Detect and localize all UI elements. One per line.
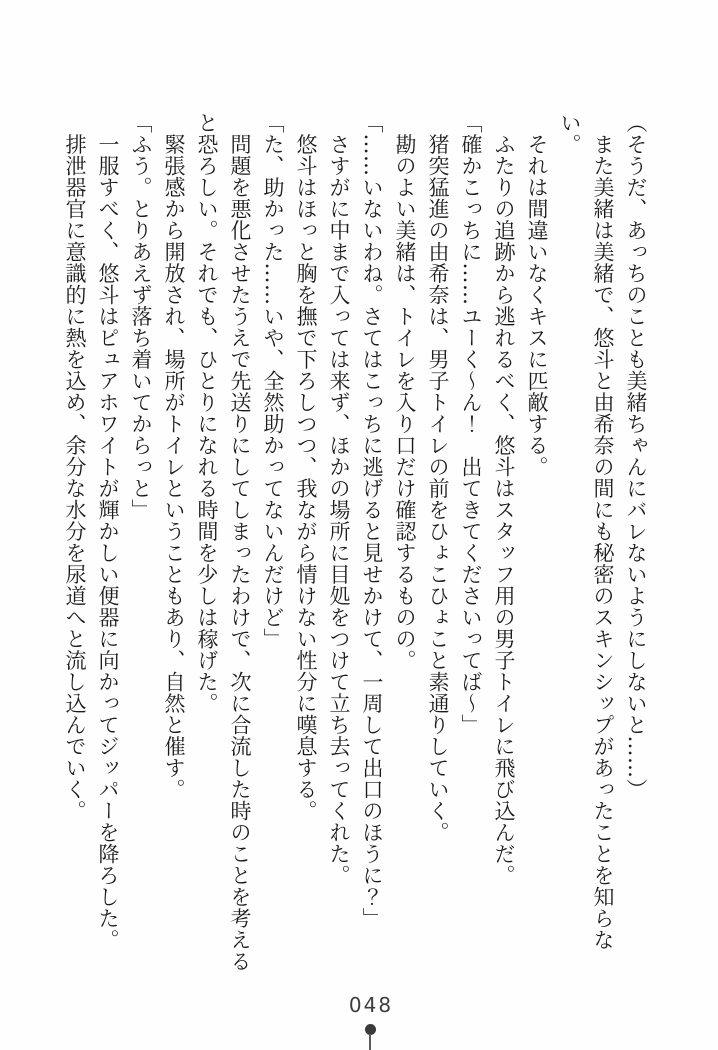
paragraph: 緊張感から開放され、場所がトイレということもあり、自然と催す。 (162, 112, 186, 800)
paragraph: 悠斗はほっと胸を撫で下ろしつつ、我ながら情けない性分に嘆息する。 (294, 112, 318, 822)
page-number: 048 (348, 993, 394, 1017)
body-text (63, 112, 652, 973)
paragraph: 勘のよい美緒は、トイレを入り口だけ確認するものの。 (393, 112, 417, 671)
paragraph: さすがに中まで入っては来ず、ほかの場所に目処をつけて立ち去ってくれた。 (327, 112, 351, 886)
paragraph: ふたりの追跡から逃れるべく、悠斗はスタッフ用の男子トイレに飛び込んだ。 (492, 112, 516, 886)
paragraph: 「た、助かった……いや、全然助かってないんだけど」 (261, 112, 285, 650)
paragraph: また美緒は美緒で、悠斗と由希奈の間にも秘密のスキンシップがあったことを知らない。 (558, 112, 615, 951)
page-footer (0, 993, 718, 1050)
paragraph: 「ふう。とりあえず落ち着いてからっと」 (129, 112, 153, 521)
paragraph: 排泄器官に意識的に熱を込め、余分な水分を尿道へと流し込んでいく。 (63, 112, 87, 822)
paragraph: 問題を悪化させたうえで先送りにしてしまったわけで、次に合流した時のことを考えると恐ろしい。それでも、ひとりになれる時間を少しは稼げた。 (195, 112, 252, 972)
ornament-stem (369, 1034, 371, 1050)
paragraph: 「確かこっちに……ユーく～ん！ 出てきてくださいってば～」 (459, 112, 483, 736)
paragraph: 一服すべく、悠斗はピュアホワイトが輝かしい便器に向かってジッパーを降ろした。 (96, 112, 120, 951)
paragraph: 「……いないわね。さてはこっちに逃げると見せかけて、一周して出口のほうに？」 (360, 112, 384, 929)
paragraph: （そうだ、あっちのことも美緒ちゃんにバレないようにしないと……） (624, 112, 648, 800)
paragraph: それは間違いなくキスに匹敵する。 (525, 112, 549, 478)
paragraph: 猪突猛進の由希奈は、男子トイレの前をひょこひょこと素通りしていく。 (426, 112, 450, 843)
